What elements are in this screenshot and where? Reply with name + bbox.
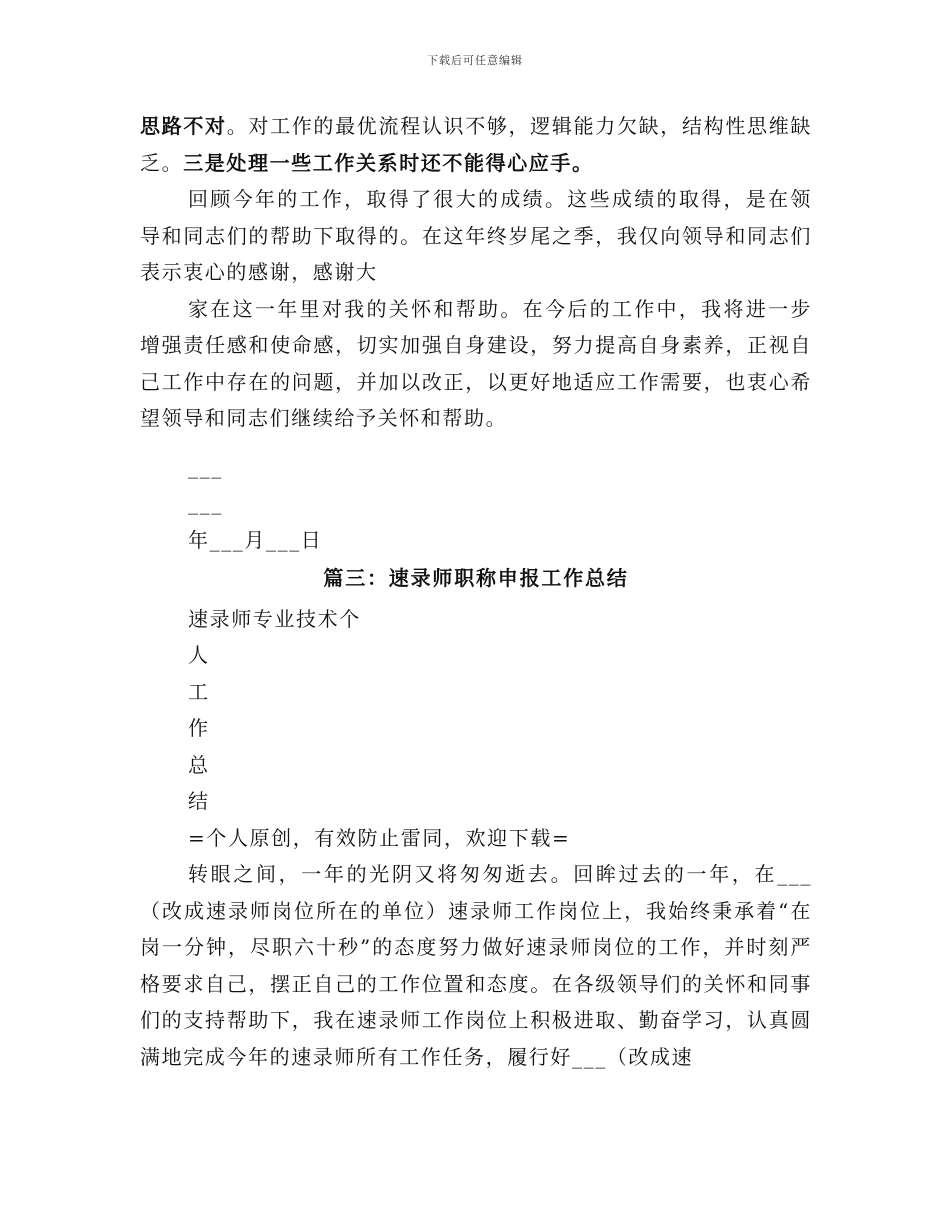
original-notice: =个人原创，有效防止雷同，欢迎下载= <box>188 825 571 850</box>
document-body <box>140 108 812 1075</box>
section-title: 篇三：速录师职称申报工作总结 <box>323 566 629 590</box>
paragraph-2: 回顾今年的工作，取得了很大的成绩。这些成绩的取得，是在领导和同志们的帮助下取得的。在这年终岁尾之季，我仅向领导和同志们表示衷心的感谢，感谢大 <box>140 187 812 284</box>
signature-name-line: ___ <box>188 454 223 479</box>
vertical-title-line-6: 结 <box>188 789 210 813</box>
vertical-title-line-1: 速录师专业技术个 <box>188 606 361 631</box>
paragraph-3: 家在这一年里对我的关怀和帮助。在今后的工作中，我将进一步增强责任感和使命感，切实加强自身建设，努力提高自身素养，正视自己工作中存在的问题，并加以改正，以更好地适应工作需要，也衷心希望领导和同志们继续给予关怀和帮助。 <box>140 296 812 430</box>
signature-date: 年___月___日 <box>188 527 323 552</box>
signature-unit-line: ___ <box>188 491 223 515</box>
vertical-title-line-2: 人 <box>188 643 210 667</box>
vertical-title-line-4: 作 <box>188 716 210 740</box>
vertical-title-line-3: 工 <box>188 679 210 704</box>
bold-phrase-start: 思路不对 <box>140 114 227 138</box>
signature-block <box>140 449 812 559</box>
page-header: 下载后可任意编辑 <box>427 54 523 67</box>
vertical-title-line-5: 总 <box>188 752 210 777</box>
bold-phrase-end: 三是处理一些工作关系时还不能得心应手。 <box>183 150 594 175</box>
paragraph-4: 转眼之间，一年的光阴又将匆匆逝去。回眸过去的一年，在___（改成速录师岗位所在的单位）速录师工作岗位上，我始终秉承着“在岗一分钟，尽职六十秒”的态度努力做好速录师岗位的工作，并时刻严格要求自己，摆正自己的工作位置和态度。在各级领导们的关怀和同事们的支持帮助下，我在速录师工作岗位上积极进取、勤奋学习，认真圆满地完成今年的速录师所有工作任务，履行好___（改成速 <box>140 862 812 1069</box>
paragraph-1 <box>140 108 812 181</box>
paragraph-1-text: 。对工作的最优流程认识不够，逻辑能力欠缺，结构性思维缺乏。 <box>140 114 812 175</box>
